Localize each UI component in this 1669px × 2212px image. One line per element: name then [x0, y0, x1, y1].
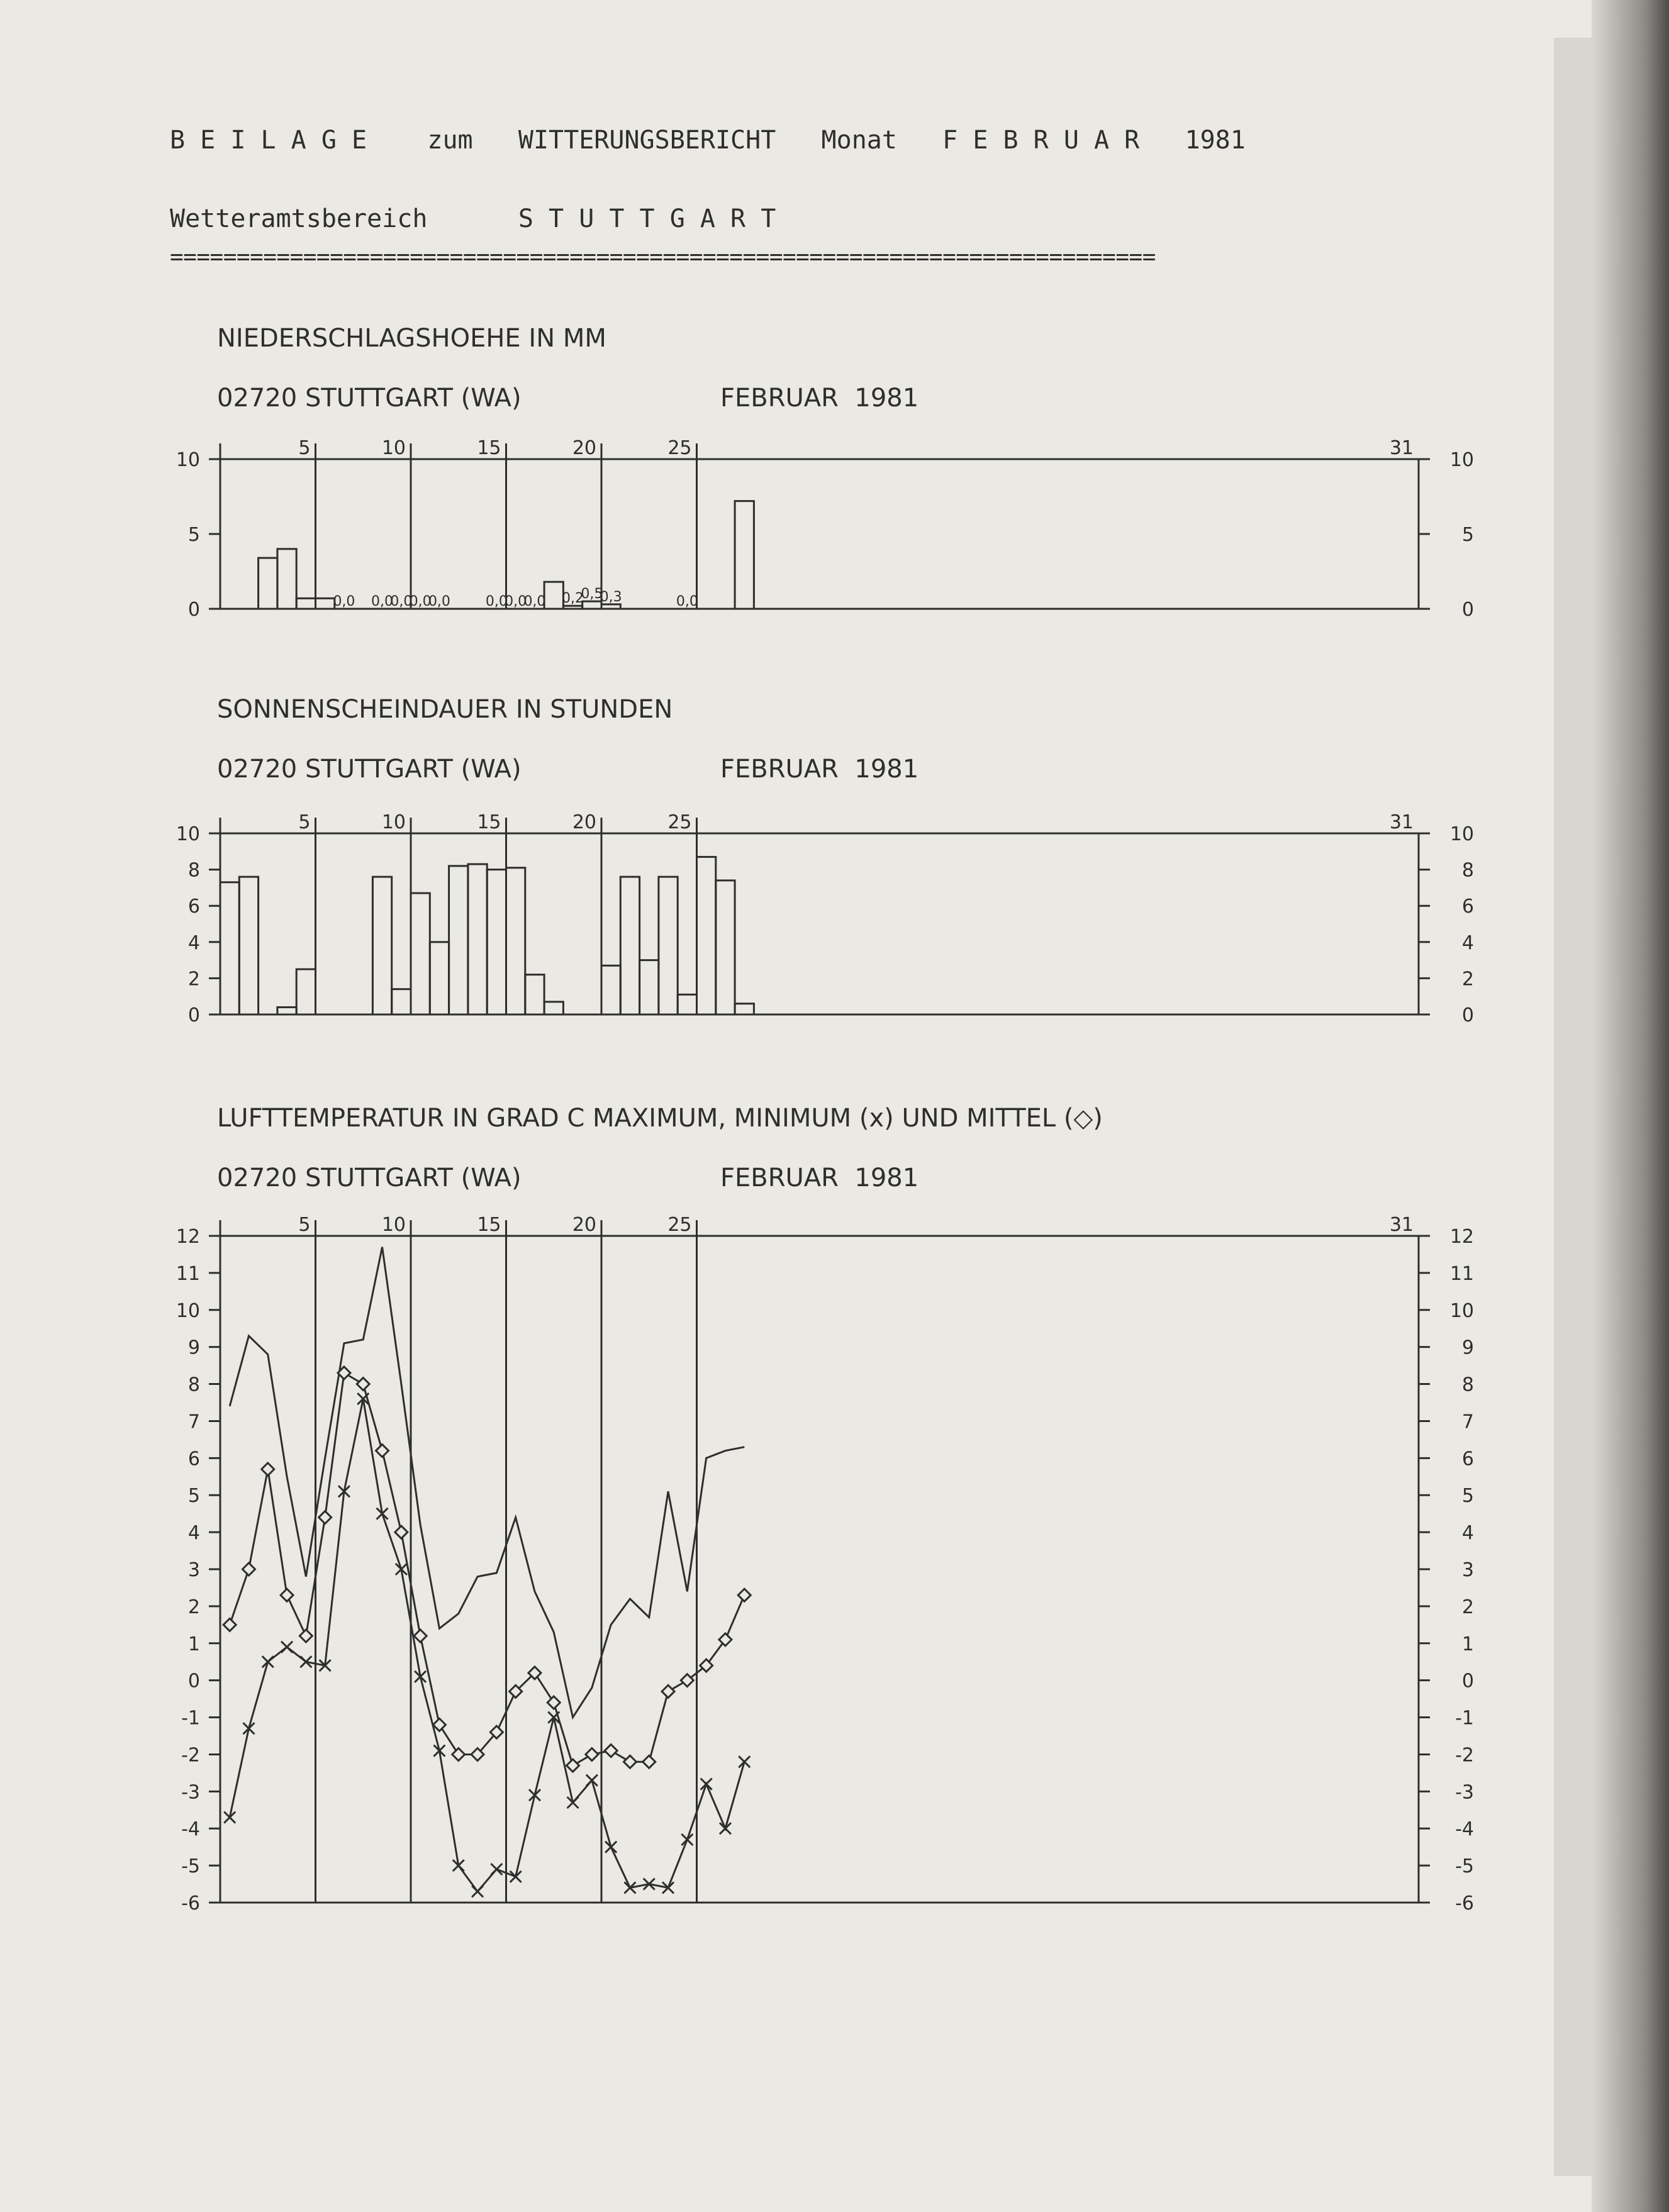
mean-point-marker: [376, 1445, 389, 1457]
mean-point-marker: [567, 1759, 579, 1772]
chart-month-sunshine: FEBRUAR 1981: [720, 755, 919, 784]
y-tick-label-left: 2: [187, 1596, 200, 1618]
mean-point-marker: [299, 1630, 312, 1642]
y-tick-label-left: -3: [181, 1781, 200, 1804]
y-tick-label-left: 8: [187, 859, 200, 882]
minimum-point-marker: [701, 1779, 712, 1790]
day-tick-label: 25: [667, 1214, 692, 1236]
mean-point-marker: [414, 1630, 427, 1642]
minimum-point-marker: [720, 1823, 731, 1834]
sunshine-bar: [640, 960, 659, 1014]
sunshine-bar: [716, 881, 735, 1014]
y-tick-label-right: 5: [1461, 524, 1474, 546]
mean-point-marker: [223, 1618, 236, 1631]
y-tick-label-right: -5: [1455, 1855, 1474, 1878]
y-tick-label-right: 8: [1461, 1374, 1474, 1396]
precipitation-data-label: 0,0: [409, 594, 432, 609]
y-tick-label-right: 11: [1449, 1262, 1474, 1285]
y-tick-label-right: 12: [1449, 1226, 1474, 1248]
precipitation-data-label: 0,0: [523, 594, 546, 609]
y-tick-label-right: 4: [1461, 931, 1474, 954]
sunshine-bar: [525, 975, 544, 1014]
day-tick-label: 15: [477, 437, 501, 459]
mean-point-marker: [433, 1718, 445, 1731]
day-tick-label: 20: [572, 811, 596, 833]
minimum-point-marker: [681, 1834, 693, 1845]
y-tick-label-left: 0: [187, 1670, 200, 1692]
y-tick-label-left: 11: [176, 1262, 200, 1285]
y-tick-label-left: 9: [187, 1337, 200, 1359]
precipitation-bar: [277, 549, 296, 609]
day-tick-label: 5: [298, 1214, 311, 1236]
precipitation-bar: [544, 582, 563, 609]
precipitation-bar: [316, 598, 335, 609]
y-tick-label-left: 4: [187, 931, 200, 954]
minimum-point-marker: [491, 1864, 502, 1875]
y-tick-label-right: 2: [1461, 1596, 1474, 1618]
y-tick-label-left: 5: [187, 524, 200, 546]
precipitation-bar: [601, 604, 620, 609]
y-tick-label-left: 10: [176, 823, 200, 845]
chart-station-sunshine: 02720 STUTTGART (WA): [217, 755, 522, 784]
y-tick-label-right: -2: [1455, 1744, 1474, 1767]
y-tick-label-right: -3: [1455, 1781, 1474, 1804]
sunshine-bar: [239, 877, 258, 1014]
y-tick-label-left: 0: [187, 599, 200, 621]
precipitation-data-label: 0,0: [390, 594, 413, 609]
day-tick-label: 5: [298, 811, 311, 833]
sunshine-bar: [487, 870, 506, 1014]
minimum-point-marker: [739, 1756, 750, 1767]
precipitation-bar: [735, 501, 754, 609]
y-tick-label-right: 9: [1461, 1337, 1474, 1359]
y-tick-label-right: 4: [1461, 1522, 1474, 1545]
y-tick-label-right: 6: [1461, 1448, 1474, 1470]
y-tick-label-left: -1: [181, 1707, 200, 1730]
precipitation-data-label: 0,5: [581, 586, 603, 603]
y-tick-label-right: 10: [1449, 449, 1474, 471]
chart-station-temperature: 02720 STUTTGART (WA): [217, 1164, 522, 1192]
y-tick-label-left: 10: [176, 449, 200, 471]
y-tick-label-left: 6: [187, 896, 200, 918]
sunshine-bar: [430, 942, 449, 1014]
day-tick-label: 25: [667, 811, 692, 833]
precipitation-data-label: 0,0: [505, 594, 527, 609]
mean-point-marker: [547, 1696, 560, 1709]
chart-station-precipitation: 02720 STUTTGART (WA): [217, 384, 522, 413]
precipitation-data-label: 0,0: [676, 594, 698, 609]
chart-month-temperature: FEBRUAR 1981: [720, 1164, 919, 1192]
y-tick-label-left: 6: [187, 1448, 200, 1470]
header-rule: ==========================================================================: [170, 244, 1156, 270]
day-tick-label: 15: [477, 1214, 501, 1236]
precipitation-data-label: 0,2: [562, 591, 584, 607]
precipitation-data-label: 0,0: [371, 594, 394, 609]
mean-point-marker: [262, 1463, 274, 1476]
y-tick-label-left: 8: [187, 1374, 200, 1396]
region-header: Wetteramtsbereich S T U T T G A R T: [170, 204, 776, 233]
minimum-point-marker: [472, 1886, 483, 1897]
y-tick-label-right: 2: [1461, 968, 1474, 991]
sunshine-bar: [392, 989, 411, 1014]
sunshine-bar: [411, 893, 430, 1014]
precipitation-data-label: 0,0: [333, 594, 355, 609]
mean-point-marker: [452, 1748, 465, 1760]
y-tick-label-right: 10: [1449, 823, 1474, 845]
sunshine-bar: [735, 1004, 754, 1014]
day-tick-label: 10: [381, 437, 406, 459]
y-tick-label-left: 4: [187, 1522, 200, 1545]
y-tick-label-left: 5: [187, 1485, 200, 1508]
day-tick-label: 31: [1389, 811, 1414, 833]
precipitation-data-label: 0,0: [428, 594, 450, 609]
sunshine-bar: [449, 866, 468, 1014]
y-tick-label-right: 7: [1461, 1411, 1474, 1433]
day-tick-label: 31: [1389, 1214, 1414, 1236]
y-tick-label-left: 12: [176, 1226, 200, 1248]
y-tick-label-left: -2: [181, 1744, 200, 1767]
y-tick-label-left: 3: [187, 1559, 200, 1581]
precipitation-bar: [259, 558, 277, 609]
chart-title-sunshine: SONNENSCHEINDAUER IN STUNDEN: [217, 695, 673, 724]
sunshine-bar: [296, 969, 315, 1014]
precipitation-bar: [583, 601, 601, 609]
sunshine-bar: [468, 864, 487, 1014]
y-tick-label-left: 10: [176, 1299, 200, 1322]
day-tick-label: 20: [572, 437, 596, 459]
day-tick-label: 31: [1389, 437, 1414, 459]
series-line-maximum: [230, 1247, 744, 1718]
mean-point-marker: [395, 1526, 408, 1538]
mean-point-marker: [319, 1511, 332, 1524]
sunshine-bar: [601, 965, 620, 1014]
sunshine-bar: [678, 994, 696, 1014]
y-tick-label-right: 1: [1461, 1633, 1474, 1655]
precipitation-data-label: 0,3: [600, 589, 622, 605]
precipitation-bar: [296, 598, 315, 609]
y-tick-label-left: 2: [187, 968, 200, 991]
sunshine-bar: [544, 1002, 563, 1014]
y-tick-label-right: 0: [1461, 599, 1474, 621]
y-tick-label-right: 6: [1461, 896, 1474, 918]
sunshine-bar: [277, 1007, 296, 1014]
y-tick-label-right: 0: [1461, 1004, 1474, 1026]
y-tick-label-right: 8: [1461, 859, 1474, 882]
day-tick-label: 5: [298, 437, 311, 459]
sunshine-bar: [697, 857, 716, 1014]
minimum-point-marker: [281, 1642, 293, 1653]
sunshine-bar: [620, 877, 639, 1014]
chart-month-precipitation: FEBRUAR 1981: [720, 384, 919, 413]
sunshine-bar: [220, 882, 239, 1014]
day-tick-label: 10: [381, 1214, 406, 1236]
mean-point-marker: [662, 1685, 674, 1698]
y-tick-label-right: 5: [1461, 1485, 1474, 1508]
y-tick-label-right: 10: [1449, 1299, 1474, 1322]
mean-point-marker: [623, 1755, 636, 1768]
series-line-minimum: [230, 1399, 744, 1891]
y-tick-label-left: -6: [181, 1892, 200, 1915]
mean-point-marker: [643, 1755, 656, 1768]
mean-point-marker: [281, 1589, 293, 1601]
y-tick-label-left: 0: [187, 1004, 200, 1026]
sunshine-bar: [372, 877, 391, 1014]
day-tick-label: 20: [572, 1214, 596, 1236]
mean-point-marker: [357, 1378, 369, 1391]
sunshine-bar: [506, 868, 525, 1014]
y-tick-label-right: -4: [1455, 1818, 1474, 1841]
y-tick-label-right: -1: [1455, 1707, 1474, 1730]
day-tick-label: 10: [381, 811, 406, 833]
precipitation-data-label: 0,0: [485, 594, 508, 609]
minimum-point-marker: [605, 1842, 617, 1853]
y-tick-label-left: -4: [181, 1818, 200, 1841]
sunshine-bar: [659, 877, 678, 1014]
y-tick-label-right: 3: [1461, 1559, 1474, 1581]
day-tick-label: 25: [667, 437, 692, 459]
mean-point-marker: [738, 1589, 751, 1601]
minimum-point-marker: [262, 1656, 274, 1667]
y-tick-label-right: 0: [1461, 1670, 1474, 1692]
minimum-point-marker: [586, 1775, 598, 1786]
day-tick-label: 15: [477, 811, 501, 833]
mean-point-marker: [586, 1748, 598, 1760]
mean-point-marker: [605, 1745, 617, 1757]
mean-point-marker: [242, 1563, 255, 1576]
y-tick-label-left: 7: [187, 1411, 200, 1433]
y-tick-label-right: -6: [1455, 1892, 1474, 1915]
y-tick-label-left: -5: [181, 1855, 200, 1878]
chart-title-precipitation: NIEDERSCHLAGSHOEHE IN MM: [217, 324, 606, 353]
report-header: B E I L A G E zum WITTERUNGSBERICHT Monat F E B R U A R 1981: [170, 126, 1246, 155]
y-tick-label-left: 1: [187, 1633, 200, 1655]
chart-title-temperature: LUFTTEMPERATUR IN GRAD C MAXIMUM, MINIMUM (x) UND MITTEL (◇): [217, 1104, 1103, 1133]
